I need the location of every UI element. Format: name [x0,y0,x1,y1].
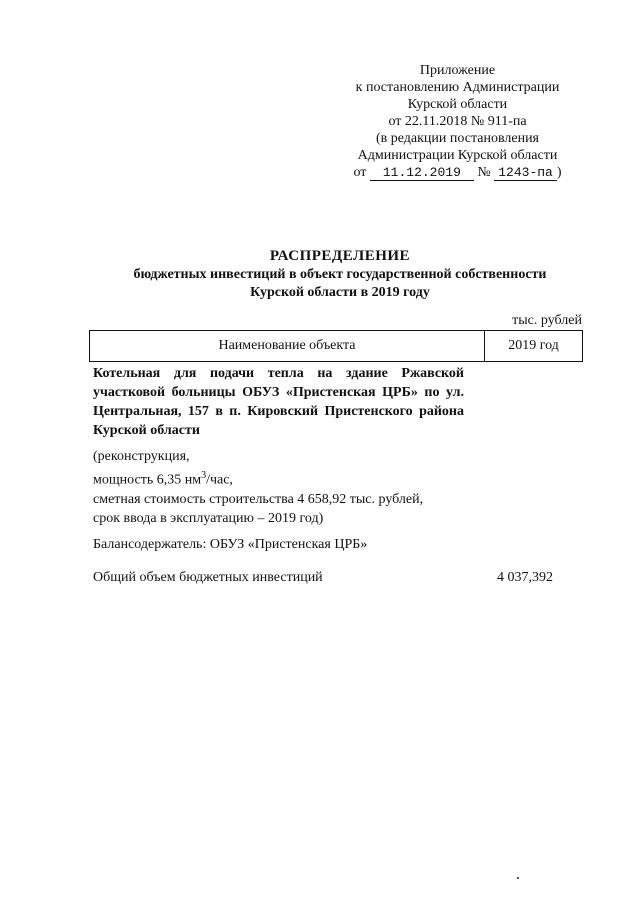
appendix-line-date: от 22.11.2018 № 911-па [388,114,527,129]
appendix-block [330,62,585,181]
detail-capacity [93,466,423,490]
detail-cost: сметная стоимость строительства 4 658,92 тыс. рублей, [93,491,424,507]
number-prefix: № [477,165,491,180]
total-value: 4 037,392 [497,570,553,585]
title-line3: Курской области в 2019 году [250,285,430,300]
date-prefix: от [353,165,367,180]
unit-label: тыс. рублей [512,313,582,328]
stamp-date: 11.12.2019 [370,165,474,181]
appendix-line-resolution: к постановлению Администрации [355,80,560,95]
stamp-closing: ) [556,165,562,180]
balance-holder: Балансодержатель: ОБУЗ «Пристенская ЦРБ» [93,537,368,552]
title-line2: бюджетных инвестиций в объект государственной собственности [133,267,547,282]
appendix-line-stamp [330,164,585,181]
capacity-unit: /час, [206,472,233,488]
capacity-superscript: 3 [201,470,207,481]
table-header [89,330,583,362]
header-object-name: Наименование объекта [90,331,485,361]
stamp-number: 1243-па [494,165,557,181]
total-label: Общий объем бюджетных инвестиций [93,570,323,585]
detail-type: (реконструкция, [93,449,190,464]
header-year: 2019 год [508,338,559,353]
object-name: Котельная для подачи тепла на здание Ржавской участковой больницы ОБУЗ «Пристенская ЦРБ» по ул. Центральная, 157 в п. Кировский Пристенского района Курской области [93,366,464,438]
object-details [93,447,423,528]
scan-speck [517,877,519,879]
appendix-title: Приложение [419,63,496,78]
appendix-line-region: Курской области [407,97,508,112]
appendix-line-edition: (в редакции постановления [375,131,540,146]
title-main: РАСПРЕДЕЛЕНИЕ [269,248,411,264]
detail-deadline: срок ввода в эксплуатацию – 2019 год) [93,510,324,526]
appendix-line-administration: Администрации Курской области [357,148,558,163]
document-title [80,247,600,302]
capacity-text: мощность 6,35 нм [93,472,202,488]
